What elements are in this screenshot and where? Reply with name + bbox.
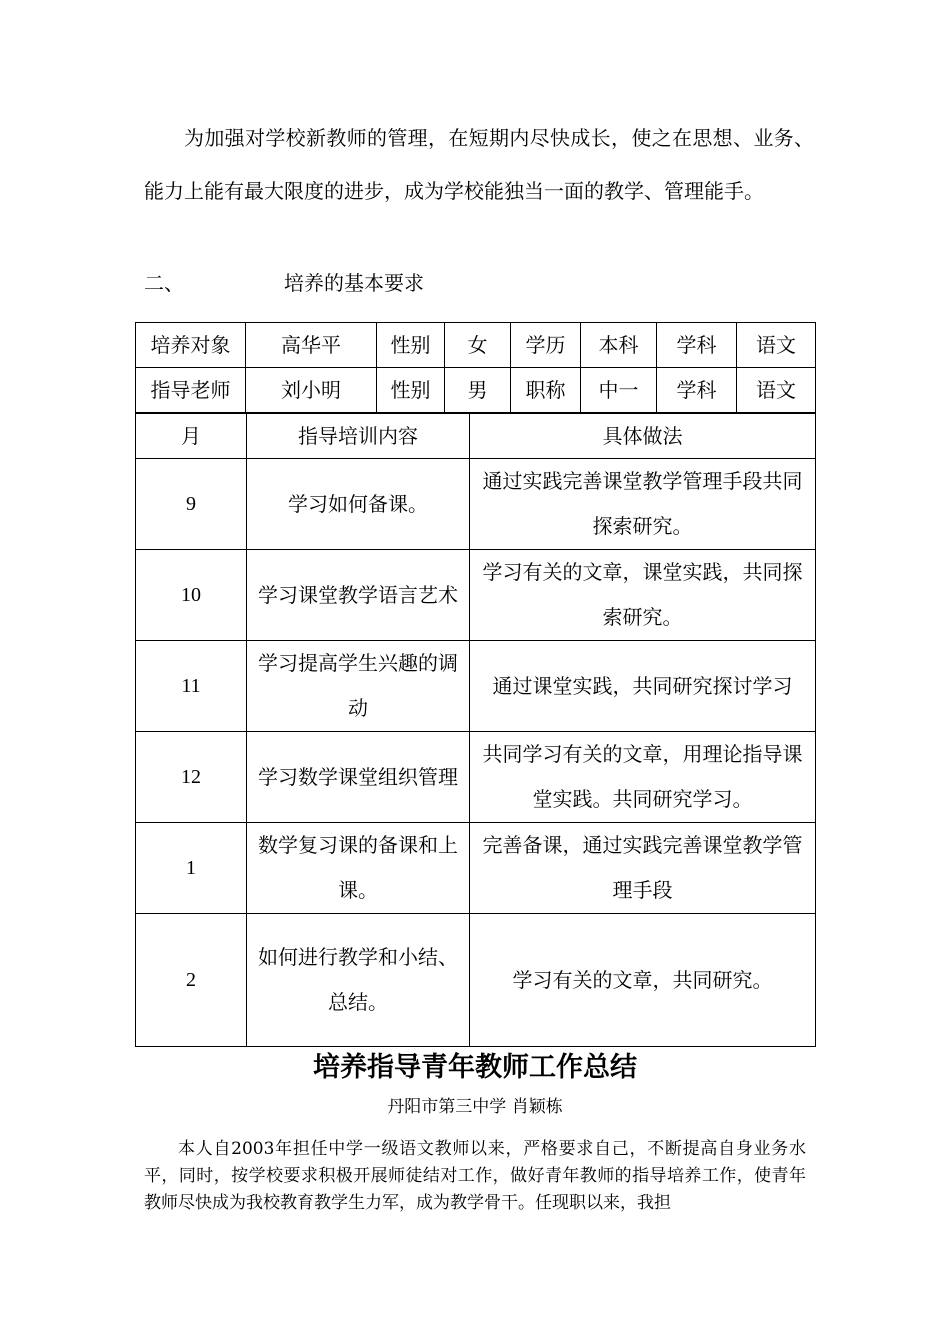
- summary-byline: 丹阳市第三中学 肖颖栋: [387, 1097, 563, 1117]
- plan-row: [136, 459, 816, 550]
- gender-value: 女: [445, 323, 511, 368]
- section-title: 培养的基本要求: [284, 271, 424, 295]
- month-cell: 10: [136, 550, 247, 641]
- month-cell: 1: [136, 823, 247, 914]
- method-cell: 通过实践完善课堂教学管理手段共同探索研究。: [470, 459, 816, 550]
- subject-value: 语文: [737, 323, 816, 368]
- person-name: 刘小明: [246, 368, 377, 413]
- month-cell: 12: [136, 732, 247, 823]
- content-cell: 如何进行教学和小结、总结。: [247, 914, 470, 1047]
- summary-title: 培养指导青年教师工作总结: [313, 1052, 637, 1083]
- section-heading: [144, 268, 424, 298]
- title-value: 中一: [581, 368, 657, 413]
- plan-header-row: [136, 414, 816, 459]
- plan-row: [136, 823, 816, 914]
- plan-row: [136, 732, 816, 823]
- plan-row: [136, 641, 816, 732]
- info-row-mentor: [136, 368, 816, 413]
- plan-row: [136, 914, 816, 1047]
- gender-value: 男: [445, 368, 511, 413]
- person-name: 高华平: [246, 323, 377, 368]
- method-cell: 共同学习有关的文章，用理论指导课堂实践。共同研究学习。: [470, 732, 816, 823]
- education-value: 本科: [581, 323, 657, 368]
- intro-paragraph: 为加强对学校新教师的管理，在短期内尽快成长，使之在思想、业务、能力上能有最大限度的进步，成为学校能独当一面的教学、管理能手。: [144, 126, 814, 203]
- role-label: 培养对象: [136, 323, 246, 368]
- month-cell: 9: [136, 459, 247, 550]
- section-number: 二、: [144, 271, 184, 295]
- method-cell: 学习有关的文章，课堂实践，共同探索研究。: [470, 550, 816, 641]
- subject-value: 语文: [737, 368, 816, 413]
- content-cell: 学习课堂教学语言艺术: [247, 550, 470, 641]
- month-cell: 11: [136, 641, 247, 732]
- title-label: 职称: [511, 368, 581, 413]
- subject-label: 学科: [657, 323, 737, 368]
- info-table: [135, 322, 816, 413]
- content-cell: 学习提高学生兴趣的调动: [247, 641, 470, 732]
- method-cell: 通过课堂实践，共同研究探讨学习: [470, 641, 816, 732]
- subject-label: 学科: [657, 368, 737, 413]
- gender-label: 性别: [377, 368, 445, 413]
- content-cell: 数学复习课的备课和上课。: [247, 823, 470, 914]
- education-label: 学历: [511, 323, 581, 368]
- training-plan-table: [135, 413, 816, 1047]
- method-cell: 学习有关的文章，共同研究。: [470, 914, 816, 1047]
- method-cell: 完善备课，通过实践完善课堂教学管理手段: [470, 823, 816, 914]
- gender-label: 性别: [377, 323, 445, 368]
- role-label: 指导老师: [136, 368, 246, 413]
- summary-paragraph: 本人自2003年担任中学一级语文教师以来，严格要求自己，不断提高自身业务水平，同时，按学校要求积极开展师徒结对工作，做好青年教师的指导培养工作，使青年教师尽快成为我校教育教学生力军，成为教学骨干。任现职以来，我担: [144, 1139, 806, 1213]
- plan-row: [136, 550, 816, 641]
- content-header: 指导培训内容: [247, 414, 470, 459]
- month-cell: 2: [136, 914, 247, 1047]
- content-cell: 学习数学课堂组织管理: [247, 732, 470, 823]
- month-header: 月: [136, 414, 247, 459]
- info-row-trainee: [136, 323, 816, 368]
- method-header: 具体做法: [470, 414, 816, 459]
- content-cell: 学习如何备课。: [247, 459, 470, 550]
